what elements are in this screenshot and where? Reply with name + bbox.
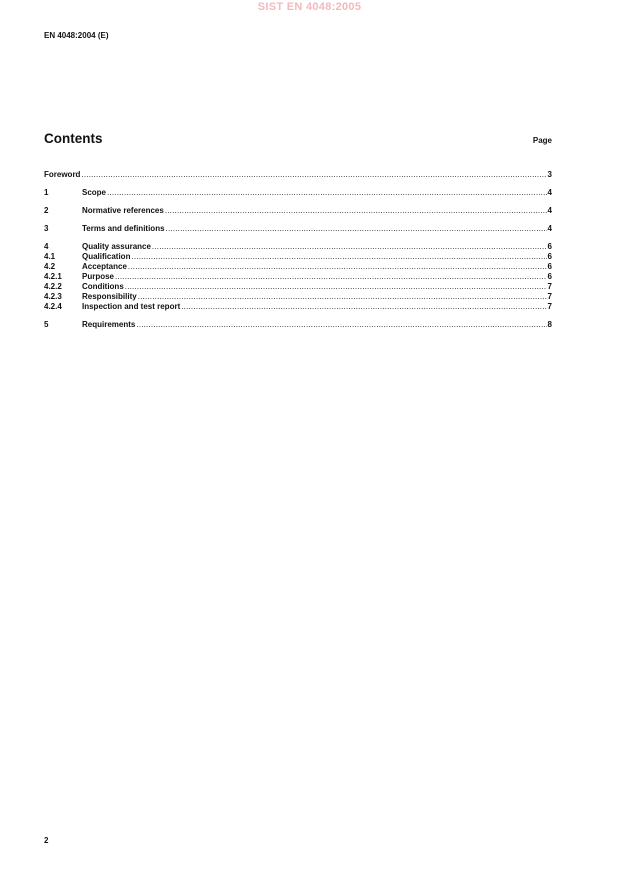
toc-title: Quality assurance [82, 242, 151, 251]
toc-leader-dots [115, 272, 547, 282]
toc-title: Requirements [82, 320, 136, 329]
toc-title: Normative references [82, 206, 164, 215]
toc-leader-dots [107, 188, 547, 198]
watermark: SIST EN 4048:2005 [257, 1, 362, 13]
toc-title: Purpose [82, 272, 115, 281]
toc-entry-foreword[interactable] [44, 170, 552, 180]
toc-title: Responsibility [82, 292, 137, 301]
toc-page: 4 [547, 188, 552, 197]
toc-entry-acceptance[interactable] [44, 262, 552, 272]
toc-page: 7 [547, 302, 552, 311]
toc-number: 4.2.3 [44, 292, 62, 301]
toc-number: 4.1 [44, 252, 56, 261]
toc-title: Qualification [82, 252, 131, 261]
toc-page: 6 [547, 252, 552, 261]
toc-leader-dots [125, 282, 547, 292]
contents-title: Contents [44, 131, 103, 146]
toc-leader-dots [131, 252, 546, 262]
toc-number: 4.2.4 [44, 302, 62, 311]
toc-number: 4.2 [44, 262, 56, 271]
toc-leader-dots [181, 302, 546, 312]
toc-page: 3 [547, 170, 552, 179]
toc-title: Terms and definitions [82, 224, 165, 233]
toc-number: 2 [44, 206, 49, 215]
toc-number: 4 [44, 242, 49, 251]
toc-leader-dots [152, 242, 547, 252]
toc-title: Inspection and test report [82, 302, 181, 311]
toc-page: 6 [547, 242, 552, 251]
toc-page: 4 [547, 224, 552, 233]
toc-number: 4.2.1 [44, 272, 62, 281]
table-of-contents [44, 170, 552, 330]
toc-leader-dots [165, 206, 547, 216]
toc-entry-inspection-and-test-report[interactable] [44, 302, 552, 312]
toc-number: 1 [44, 188, 49, 197]
toc-page: 6 [547, 262, 552, 271]
toc-title: Acceptance [82, 262, 127, 271]
toc-number: 3 [44, 224, 49, 233]
toc-entry-qualification[interactable] [44, 252, 552, 262]
footer-page-number: 2 [44, 836, 49, 845]
toc-page: 7 [547, 292, 552, 301]
toc-title: Conditions [82, 282, 124, 291]
toc-leader-dots [166, 224, 547, 234]
page-column-label: Page [532, 136, 552, 145]
toc-page: 4 [547, 206, 552, 215]
toc-leader-dots [81, 170, 546, 180]
toc-number: 5 [44, 320, 49, 329]
toc-page: 6 [547, 272, 552, 281]
toc-page: 8 [547, 320, 552, 329]
toc-entry-terms-and-definitions[interactable] [44, 224, 552, 234]
toc-entry-requirements[interactable] [44, 320, 552, 330]
toc-number: 4.2.2 [44, 282, 62, 291]
toc-entry-normative-references[interactable] [44, 206, 552, 216]
toc-title: Scope [82, 188, 107, 197]
toc-leader-dots [128, 262, 547, 272]
toc-entry-purpose[interactable] [44, 272, 552, 282]
document-id: EN 4048:2004 (E) [44, 31, 109, 40]
toc-entry-scope[interactable] [44, 188, 552, 198]
toc-leader-dots [138, 292, 547, 302]
toc-leader-dots [136, 320, 546, 330]
toc-entry-quality-assurance[interactable] [44, 242, 552, 252]
toc-page: 7 [547, 282, 552, 291]
toc-entry-conditions[interactable] [44, 282, 552, 292]
toc-title: Foreword [44, 170, 81, 179]
toc-entry-responsibility[interactable] [44, 292, 552, 302]
